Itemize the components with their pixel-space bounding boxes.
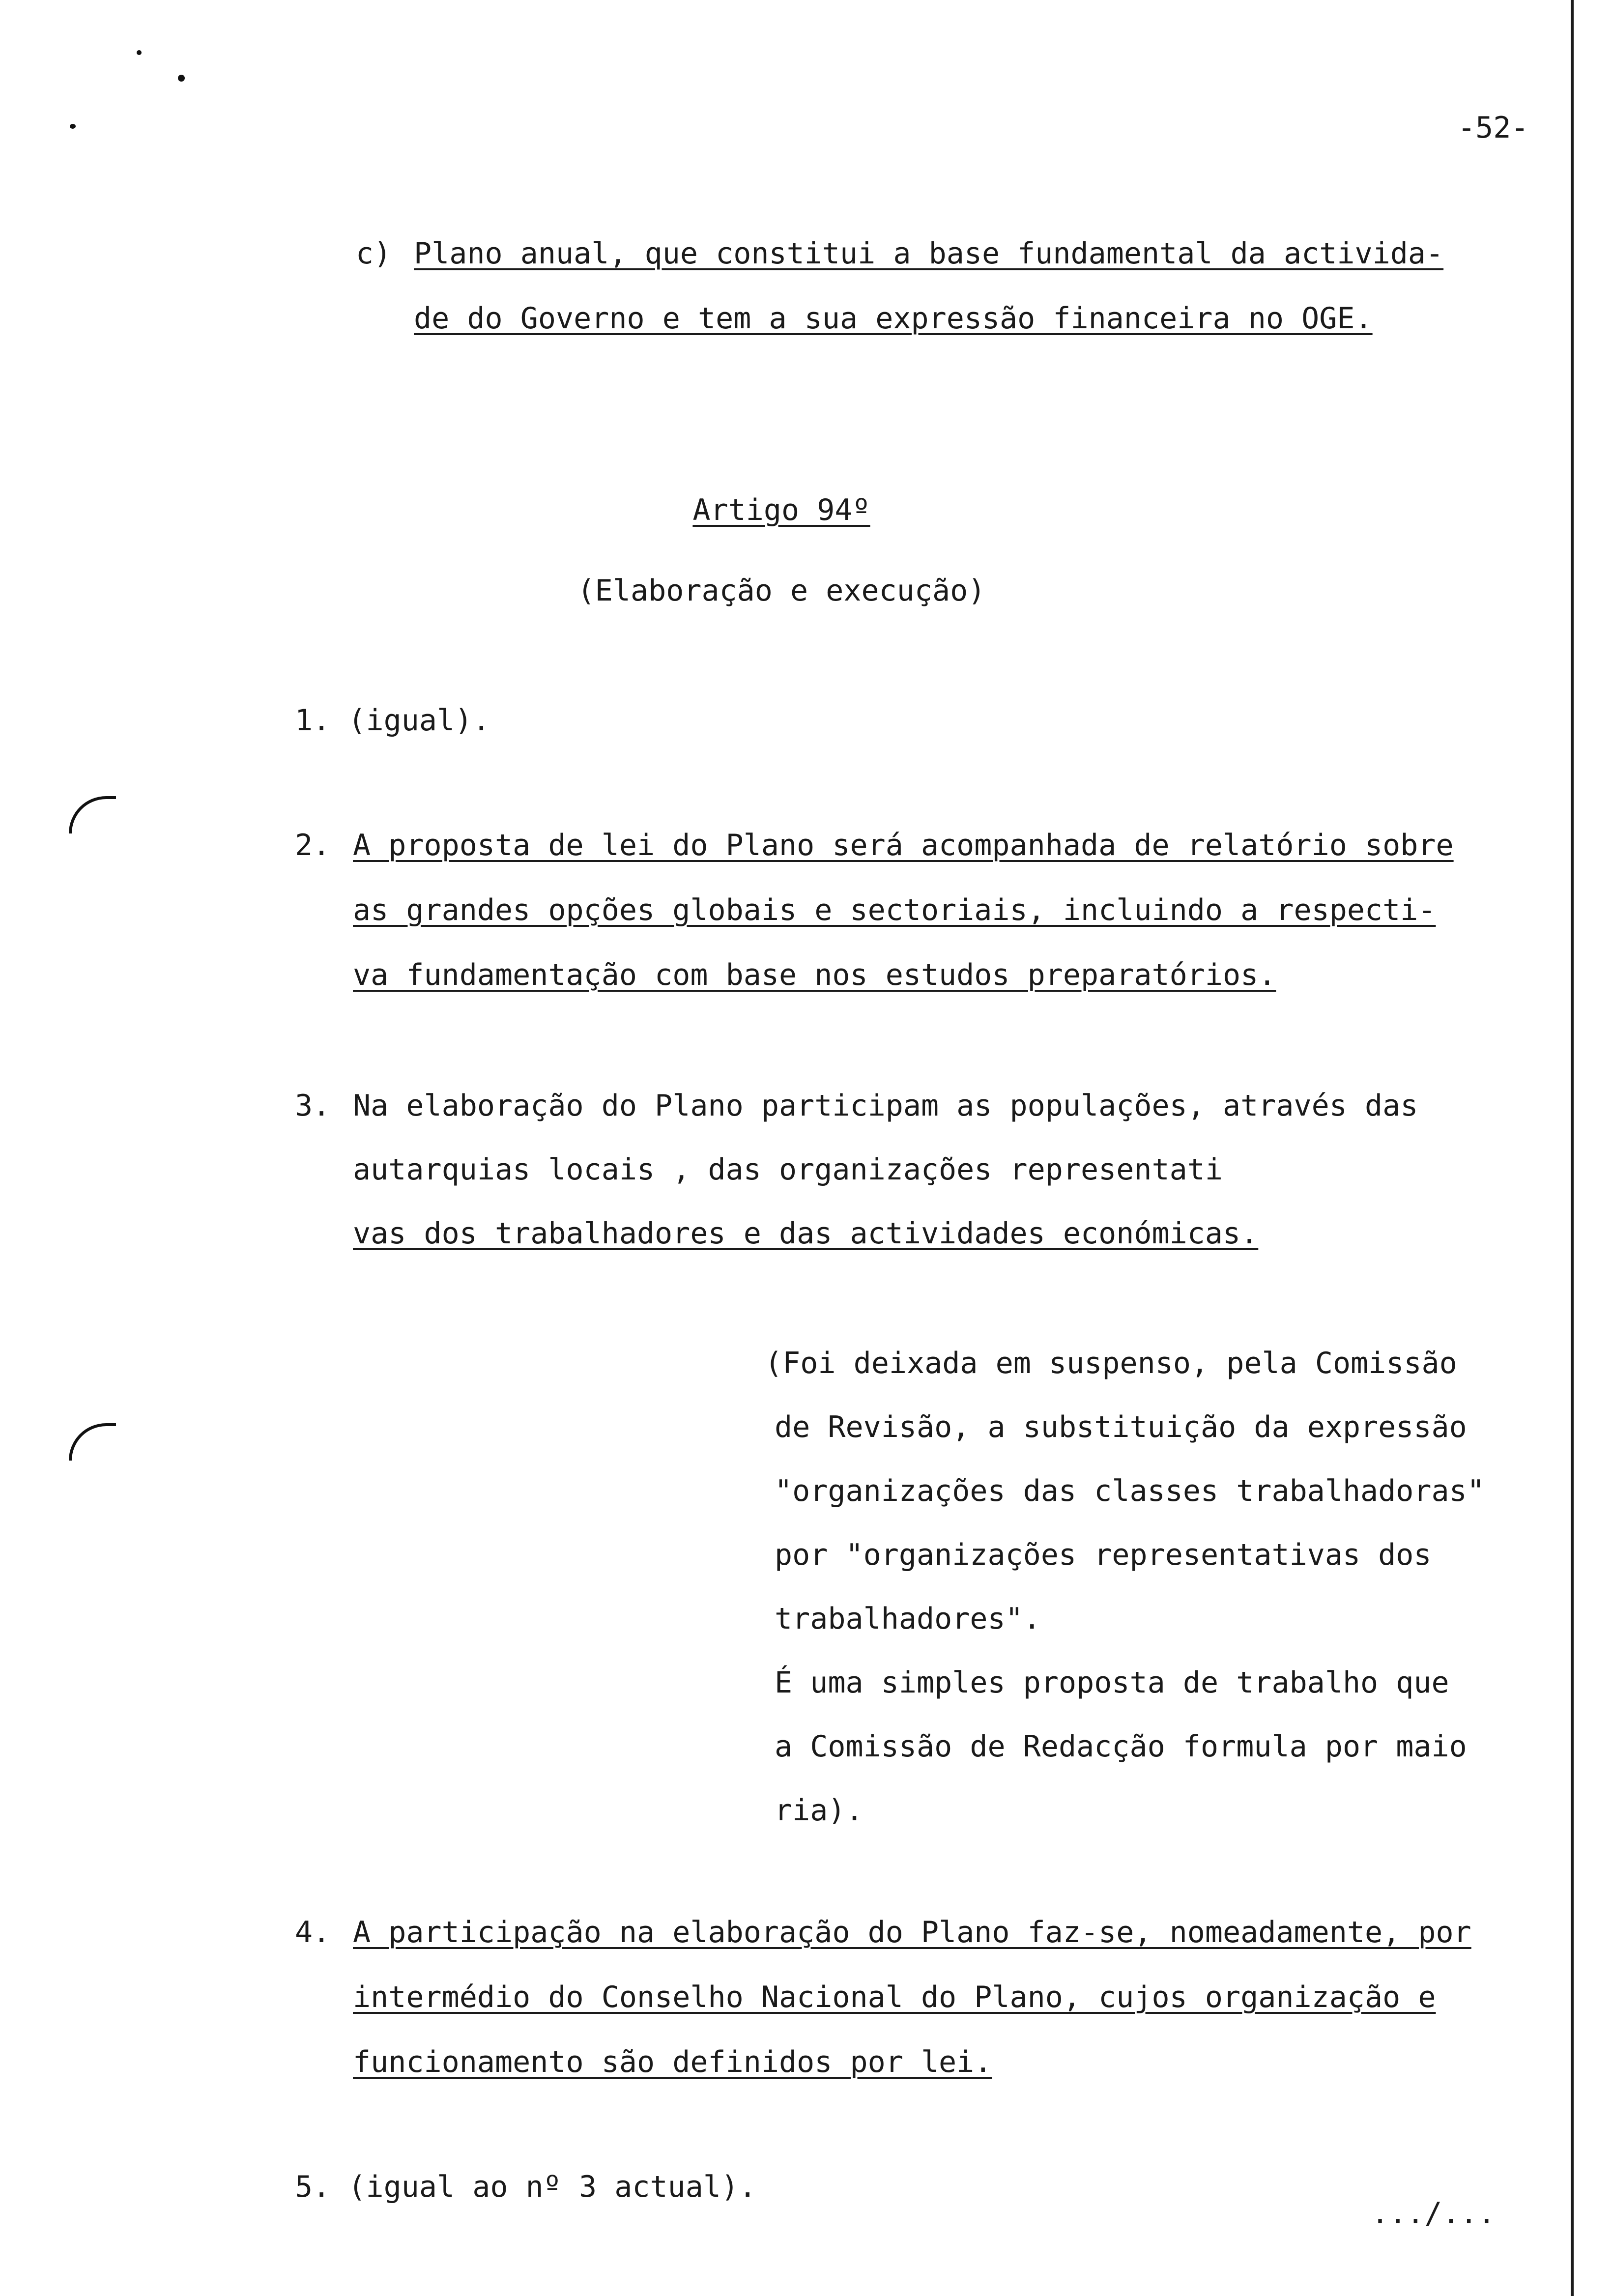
margin-bracket-mark (69, 1423, 116, 1461)
page-number: -52- (1458, 111, 1529, 145)
article-subtitle: (Elaboração e execução) (577, 574, 986, 608)
paragraph-4-number: 4. (295, 1915, 331, 1950)
scan-speck (70, 124, 76, 129)
margin-bracket-mark (69, 796, 116, 833)
note-line-5: trabalhadores". (775, 1602, 1041, 1636)
paragraph-5: 5. (igual ao nº 3 actual). (295, 2170, 757, 2204)
item-c-label: c) (356, 236, 392, 271)
paragraph-1: 1. (igual). (295, 703, 490, 738)
item-c-line-1: Plano anual, que constitui a base fundamental da activida- (414, 236, 1444, 271)
note-line-3: "organizações das classes trabalhadoras" (775, 1474, 1485, 1508)
article-title: Artigo 94º (692, 493, 870, 527)
paragraph-2-line-3: va fundamentação com base nos estudos preparatórios. (353, 958, 1276, 992)
paragraph-4-line-2: intermédio do Conselho Nacional do Plano, cujos organização e (353, 1980, 1436, 2014)
item-c-line-2: de do Governo e tem a sua expressão financeira no OGE. (414, 301, 1373, 336)
note-line-7: a Comissão de Redacção formula por maio (775, 1729, 1467, 1764)
note-line-2: de Revisão, a substituição da expressão (775, 1410, 1467, 1444)
continuation-mark: .../... (1371, 2196, 1496, 2231)
paragraph-2-line-2: as grandes opções globais e sectoriais, incluindo a respecti- (353, 893, 1436, 927)
page-edge-line (1571, 0, 1574, 2296)
scan-speck (137, 50, 142, 55)
note-line-8: ria). (775, 1793, 864, 1828)
paragraph-4-line-1: A participação na elaboração do Plano faz-se, nomeadamente, por (353, 1915, 1471, 1950)
paragraph-2-number: 2. (295, 828, 331, 862)
paragraph-3-line-2: autarquias locais , das organizações representati (353, 1152, 1223, 1187)
note-line-1: (Foi deixada em suspenso, pela Comissão (765, 1346, 1457, 1380)
note-line-6: É uma simples proposta de trabalho que (775, 1665, 1449, 1700)
paragraph-3-line-1: Na elaboração do Plano participam as populações, através das (353, 1089, 1418, 1123)
note-line-4: por "organizações representativas dos (775, 1538, 1432, 1572)
paragraph-4-line-3: funcionamento são definidos por lei. (353, 2045, 992, 2079)
scan-speck (178, 75, 185, 82)
paragraph-3-line-3: vas dos trabalhadores e das actividades económicas. (353, 1216, 1259, 1251)
paragraph-2-line-1: A proposta de lei do Plano será acompanhada de relatório sobre (353, 828, 1454, 862)
paragraph-3-number: 3. (295, 1089, 331, 1123)
